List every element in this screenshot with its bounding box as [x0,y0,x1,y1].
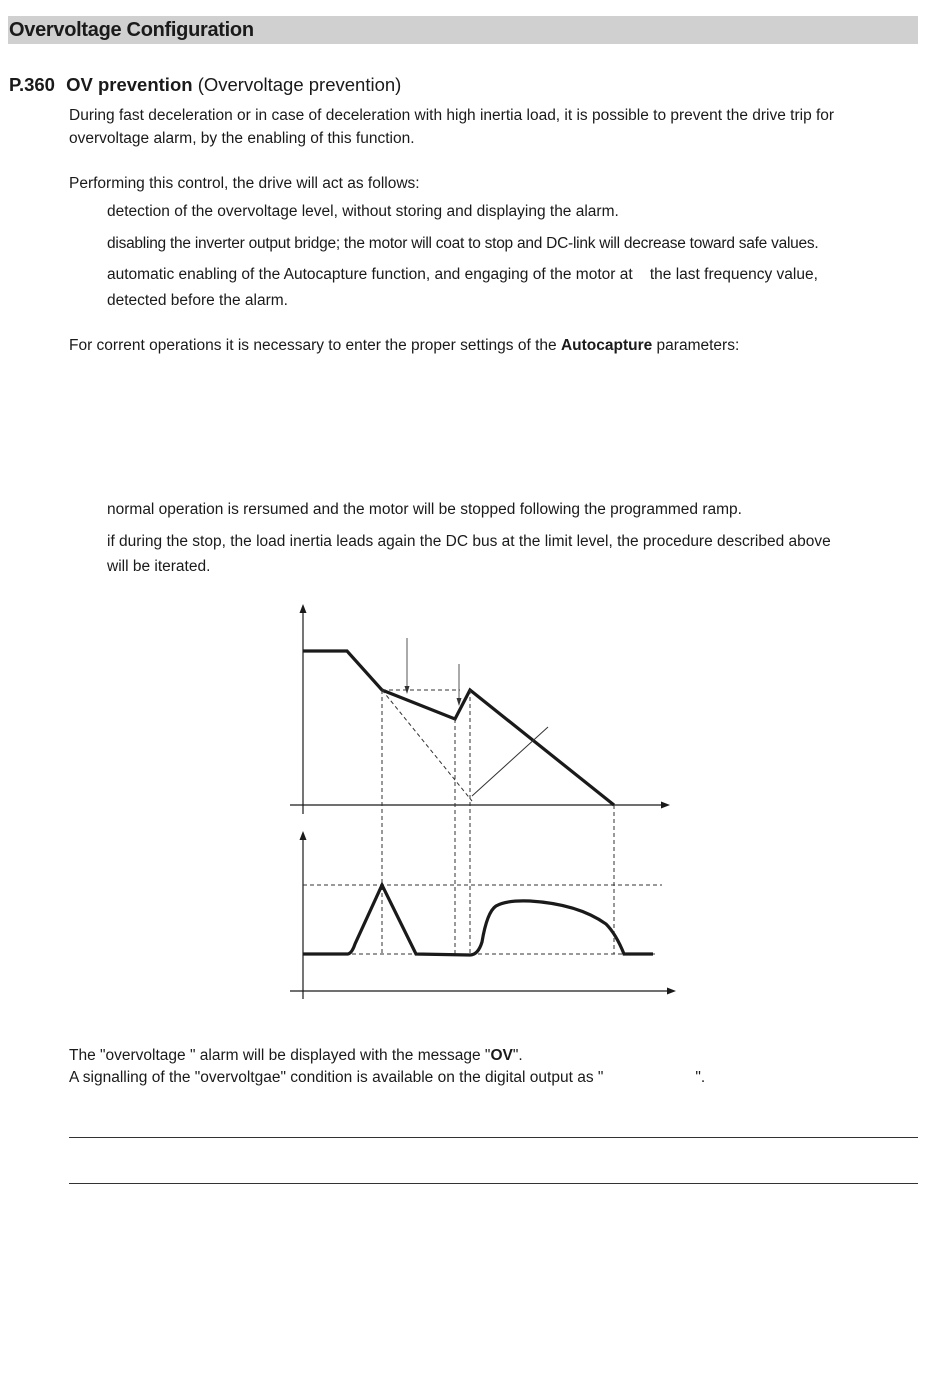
outcome-normal: normal operation is rersumed and the motor will be stopped following the programmed ramp. [107,501,742,518]
bottom-y-arrow-icon [300,831,307,840]
top-x-arrow-icon [661,802,670,809]
alarm-note-before: The "overvoltage " alarm will be displayed with the message " [69,1047,491,1064]
action-autocapture-line-1: automatic enabling of the Autocapture function, and engaging of the motor at the last frequency value, [107,266,818,283]
bottom-x-arrow-icon [667,988,676,995]
parameter-description: (Overvoltage prevention) [197,74,402,95]
parameter-code: P.360 [9,74,55,95]
alarm-display-note [69,1044,523,1067]
action-disabling: disabling the inverter output bridge; the motor will coat to stop and DC-link will decrease toward safe values. [107,235,819,252]
settings-note-after: parameters: [652,337,740,354]
action-autocapture-line-2: detected before the alarm. [107,292,288,309]
digital-output-note [69,1066,705,1089]
settings-note-before: For corrent operations it is necessary to enter the proper settings of the [69,337,561,354]
settings-note-bold: Autocapture [560,337,653,354]
intro-line-1: During fast deceleration or in case of deceleration with high inertia load, it is possible to prevent the drive trip for [69,107,835,124]
performing-text: Performing this control, the drive will act as follows: [69,175,420,192]
signal-note-before: A signalling of the "overvoltgae" condition is available on the digital output as " [69,1069,604,1086]
alarm-note-after: ". [512,1047,523,1064]
parameter-name: OV prevention [66,74,193,95]
pointer-diagonal [472,727,548,796]
intro-line-2: overvoltage alarm, by the enabling of this function. [69,130,415,147]
divider-rule-2 [69,1183,918,1184]
outcome-iterate-line-2: will be iterated. [107,558,211,575]
divider-rule-1 [69,1137,918,1138]
signal-note-after: ". [695,1069,706,1086]
top-y-arrow-icon [300,604,307,613]
outcome-iterate-line-1: if during the stop, the load inertia leads again the DC bus at the limit level, the procedure described above [107,533,831,550]
dc-bus-voltage-curve [303,885,653,955]
action-detection: detection of the overvoltage level, without storing and displaying the alarm. [107,203,619,220]
alarm-code: OV [490,1047,513,1064]
section-title: Overvoltage Configuration [9,19,254,41]
